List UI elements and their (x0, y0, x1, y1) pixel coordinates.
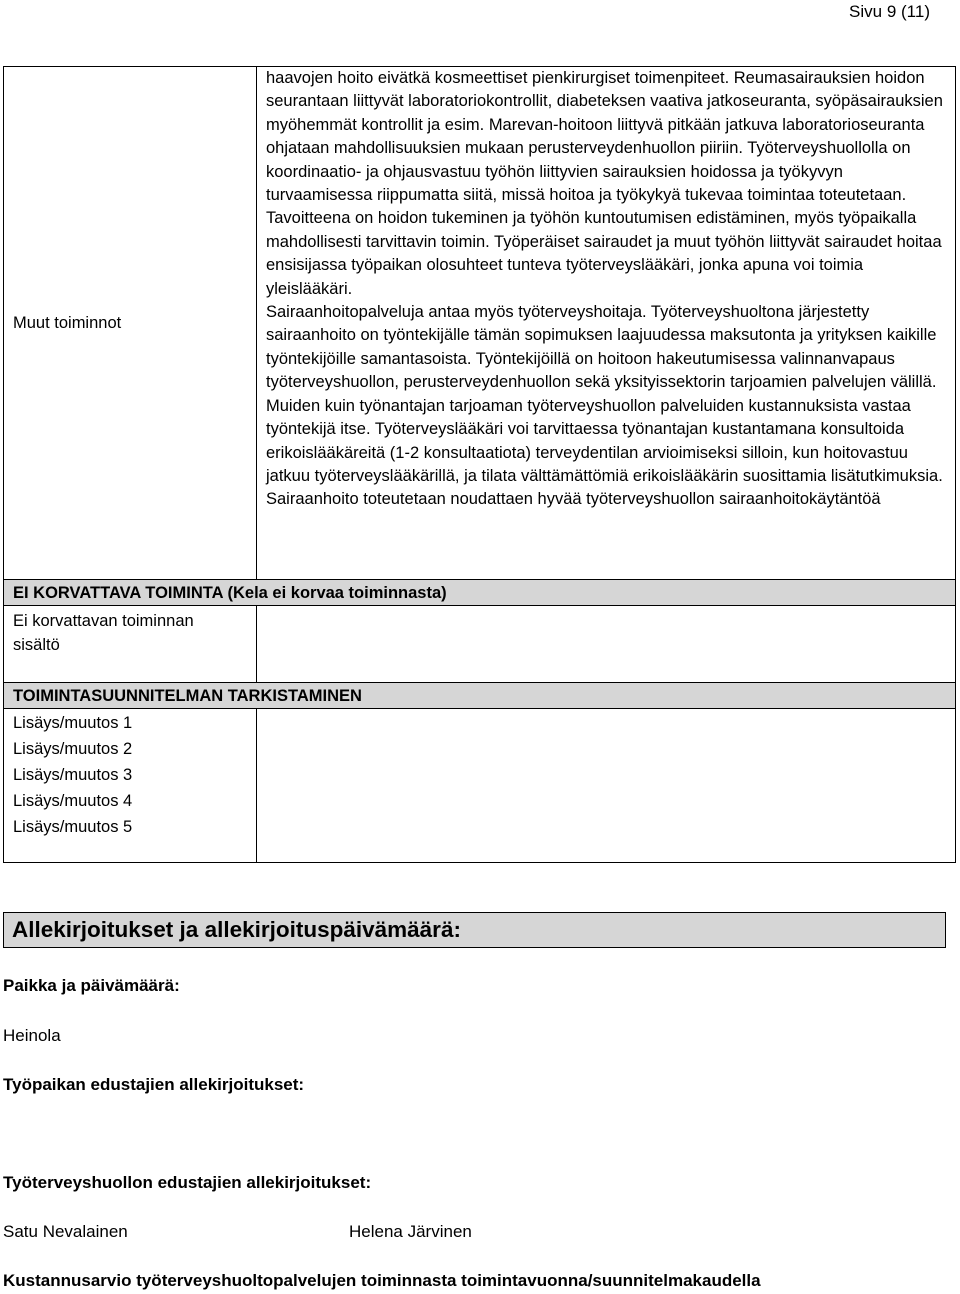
tarkistaminen-label-cell (4, 709, 257, 862)
tarkistaminen-section (3, 683, 956, 863)
change-item-5: Lisäys/muutos 5 (13, 818, 133, 836)
ei-korvattava-label-cell (4, 606, 257, 682)
oh-signatures-label: Työterveyshuollon edustajien allekirjoitukset: (3, 1173, 372, 1192)
content-paragraph-2: Sairaanhoitopalveluja antaa myös työterveyshoitaja. Työterveyshuoltona järjestetty sairaanhoito on työntekijälle tämän sopimuksen laajuudessa maksutonta ja yrityksen kaikille työntekijöille samantasoista. Työntekijöillä on hoitoon hakeutumisessa valinnanvapaus työterveyshuollon, perusterveydenhuollon sekä yksityissektorin tarjoamien palvelujen välillä. Muiden kuin työnantajan tarjoaman työterveyshuollon palveluiden kustannuksista vastaa työntekijä itse. Työterveyslääkäri voi tarvittaessa työnantajan kustantamana konsultoida erikoislääkäreitä (1-2 konsultaatiota) terveydentilan arvioimiseksi silloin, kun hoitovastuu jatkuu työterveyslääkärillä, ja tilata välttämättömiä erikoislääkärin suosittamia lisätutkimuksia. Sairaanhoito toteutetaan noudattaen hyvää työterveyshuollon sairaanhoitokäytäntöä (266, 303, 943, 509)
ei-korvattava-section (3, 580, 956, 683)
muut-toiminnot-label-cell (4, 67, 257, 579)
muut-toiminnot-row (3, 66, 956, 580)
ei-korvattava-row (4, 606, 955, 682)
signatures-header: Allekirjoitukset ja allekirjoituspäivämäärä: (3, 912, 946, 948)
ei-korvattava-label-line2: sisältö (13, 635, 60, 654)
ei-korvattava-label-line1: Ei korvattavan toiminnan (13, 612, 194, 630)
change-item-2: Lisäys/muutos 2 (13, 740, 133, 758)
content-paragraph-1: haavojen hoito eivätkä kosmeettiset pienkirurgiset toimenpiteet. Reumasairauksien hoidon seurantaan liittyvät laboratoriokontrollit, diabeteksen vaativa jatkoseuranta, syöpäsairauksien myöhemmät kontrollit ja esim. Marevan-hoitoon liittyvä pitkään jatkuva laboratorioseuranta ohjataan mahdollisuuksien mukaan perusterveydenhuollon piiriin. Työterveyshuollolla on koordinaatio- ja ohjausvastuu työhön liittyvien sairauksien hoidossa ja työkyvyn turvaamisessa riippumatta siitä, missä hoitoa ja työkykyä tukevaa toimintaa toteutetaan. Tavoitteena on hoidon tukeminen ja työhön kuntoutumisen edistäminen, myös työpaikalla mahdollisesti tarvittavin toimin. Työperäiset sairaudet ja muut työhön liittyvät sairaudet hoitaa ensisijassa työpaikan olosuhteet tunteva työterveyslääkäri, jonka apuna voi toimia yleislääkäri. (266, 69, 943, 298)
change-item-4: Lisäys/muutos 4 (13, 792, 133, 810)
cost-estimate-heading: Kustannusarvio työterveyshuoltopalvelujen toiminnasta toimintavuonna/suunnitelmakaudella (3, 1271, 761, 1290)
place-date-label: Paikka ja päivämäärä: (3, 976, 180, 995)
tarkistaminen-header: TOIMINTASUUNNITELMAN TARKISTAMINEN (4, 683, 955, 709)
ei-korvattava-header: EI KORVATTAVA TOIMINTA (Kela ei korvaa toiminnasta) (4, 580, 955, 606)
workplace-signatures-label: Työpaikan edustajien allekirjoitukset: (3, 1075, 305, 1094)
oh-signer-2: Helena Järvinen (349, 1222, 472, 1241)
oh-signer-1: Satu Nevalainen (3, 1222, 128, 1241)
change-item-1: Lisäys/muutos 1 (13, 714, 133, 732)
page-number: Sivu 9 (11) (849, 2, 930, 21)
muut-toiminnot-label: Muut toiminnot (13, 313, 122, 332)
place-value: Heinola (3, 1026, 61, 1045)
tarkistaminen-row (4, 709, 955, 862)
change-item-3: Lisäys/muutos 3 (13, 766, 133, 784)
muut-toiminnot-content-cell (257, 67, 955, 579)
